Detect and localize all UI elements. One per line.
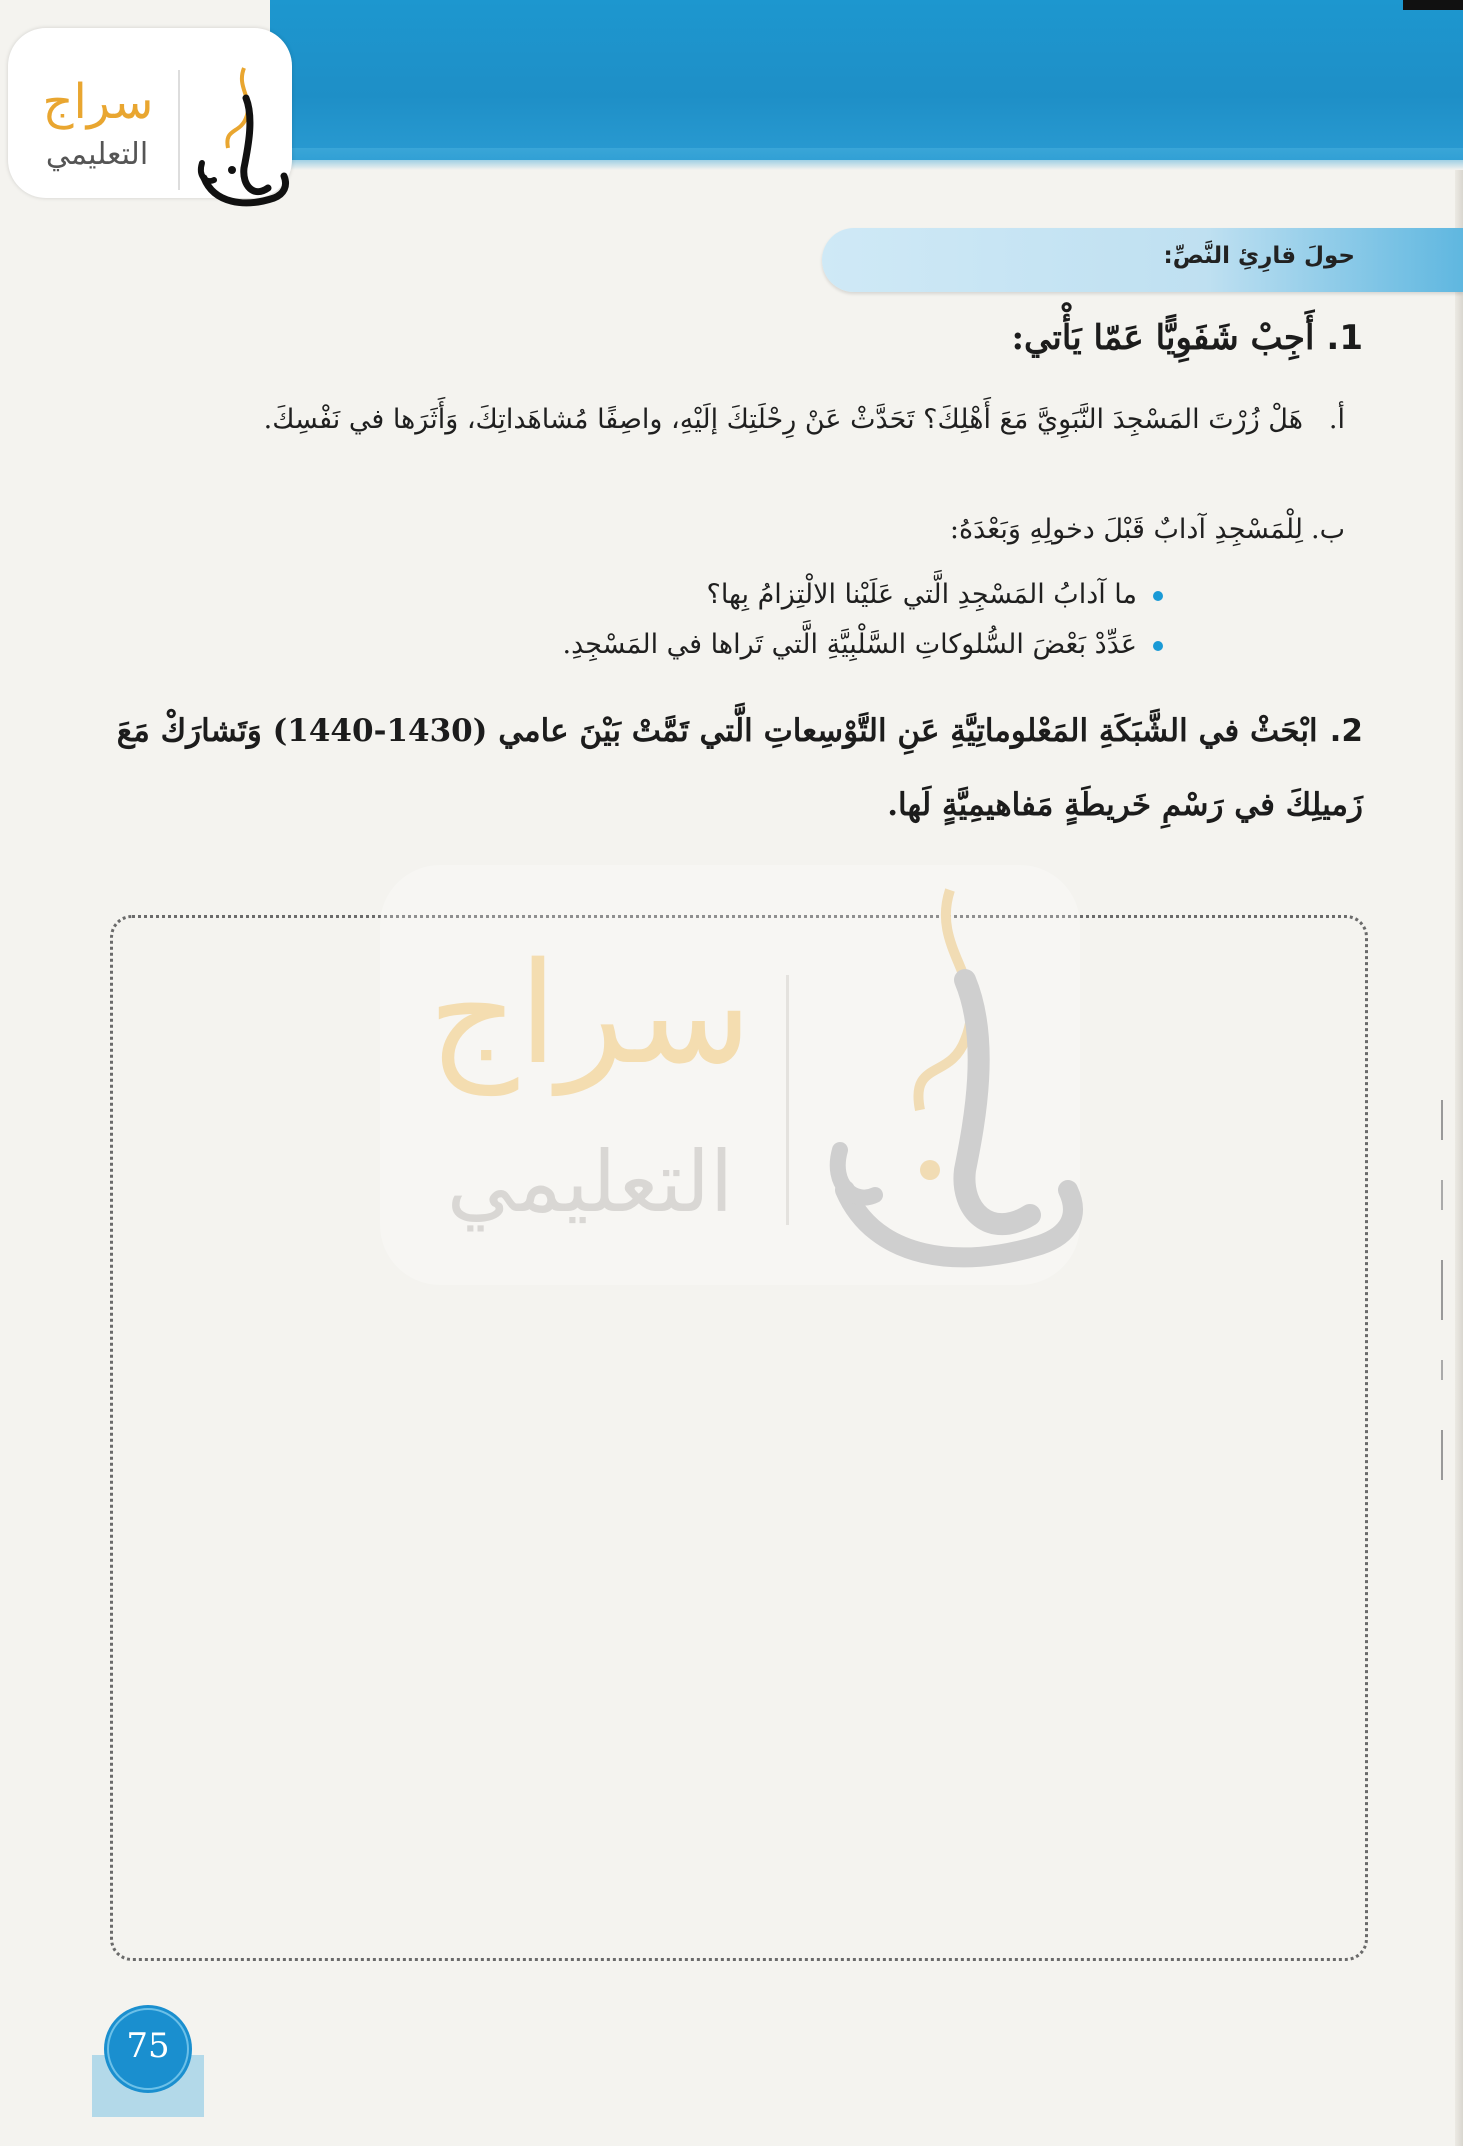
question-1b	[145, 508, 1345, 552]
question-1b-text: لِلْمَسْجِدِ آدابٌ قَبْلَ دخولِهِ وَبَعْدَهُ:	[949, 514, 1303, 545]
question-2-number: 2.	[1329, 713, 1363, 749]
top-banner	[270, 0, 1463, 160]
bullet-icon	[1153, 641, 1163, 651]
scan-artifact	[1435, 1100, 1449, 1500]
page-edge-shadow	[1455, 170, 1463, 2146]
bullet-text: ما آدابُ المَسْجِدِ الَّتي عَلَيْنا الالْتِزامُ بِها؟	[706, 579, 1137, 610]
calligraphy-logo-icon	[184, 58, 294, 218]
watermark-divider	[786, 975, 789, 1225]
logo-divider	[178, 70, 180, 190]
list-item	[263, 570, 1163, 620]
question-2	[83, 694, 1363, 842]
question-1a	[105, 398, 1345, 442]
logo-title: سراج	[42, 74, 154, 130]
section-title: حولَ قارِئِ النَّصِّ:	[1163, 243, 1355, 269]
watermark-title: سراج	[428, 933, 752, 1096]
question-1	[1011, 318, 1363, 358]
question-1a-letter: أ.	[1328, 404, 1345, 435]
top-banner-strip	[270, 148, 1463, 170]
watermark-subtitle: التعليمي	[446, 1133, 734, 1231]
logo-subtitle: التعليمي	[45, 137, 149, 172]
question-1a-text: هَلْ زُرْتَ المَسْجِدَ النَّبَوِيَّ مَعَ أَهْلِكَ؟ تَحَدَّثْ عَنْ رِحْلَتِكَ إلَيْهِ، واصِفًا مُشاهَداتِكَ، وَأَثَرَها في نَفْسِكَ.	[263, 404, 1303, 435]
question-1b-bullets	[263, 570, 1163, 670]
list-item	[263, 620, 1163, 670]
section-header-pill	[822, 228, 1463, 292]
scan-edge-top	[1403, 0, 1463, 10]
bullet-icon	[1153, 591, 1163, 601]
watermark-calligraphy-icon	[800, 870, 1090, 1290]
question-1-number: 1.	[1326, 318, 1363, 358]
question-1b-letter: ب.	[1310, 514, 1345, 545]
question-2-text: ابْحَثْ في الشَّبَكَةِ المَعْلوماتِيَّةِ عَنِ التَّوْسِعاتِ الَّتي تَمَّتْ بَيْنَ عامي (1430-1440) وَتَشارَكْ مَعَ زَميلِكَ في رَسْمِ خَريطَةٍ مَفاهيمِيَّةٍ لَها.	[116, 713, 1363, 823]
bullet-text: عَدِّدْ بَعْضَ السُّلوكاتِ السَّلْبِيَّةِ الَّتي تَراها في المَسْجِدِ.	[562, 629, 1137, 660]
page-number: 75	[126, 2026, 170, 2066]
logo-badge	[8, 28, 292, 198]
question-1-text: أَجِبْ شَفَوِيًّا عَمّا يَأْتي:	[1011, 318, 1315, 358]
